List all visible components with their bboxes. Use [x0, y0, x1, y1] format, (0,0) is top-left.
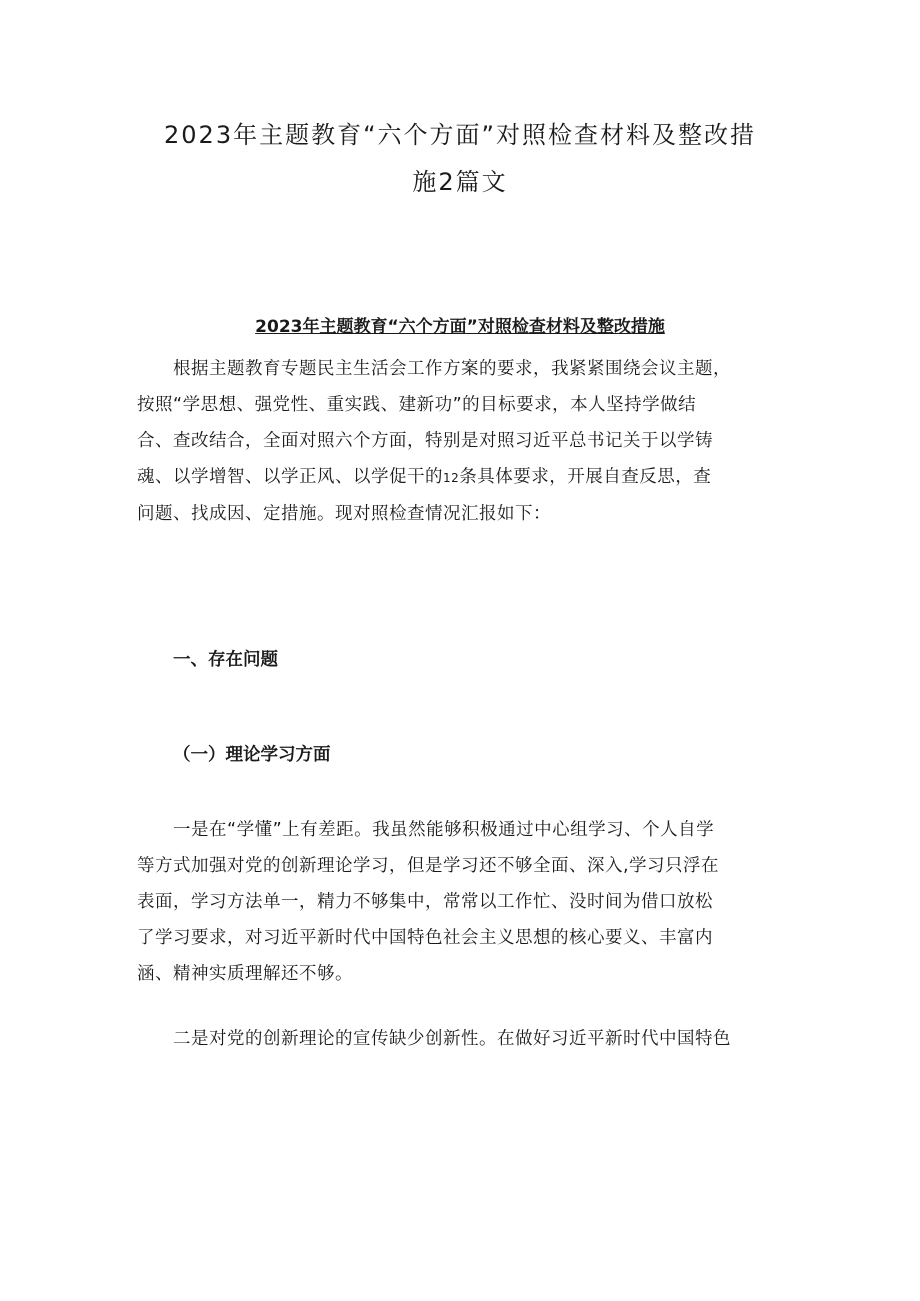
paragraph-line-part: 魂、以学增智、以学正风、以学促干的	[137, 467, 443, 487]
paragraph-line: 表面，学习方法单一，精力不够集中，常常以工作忙、没时间为借口放松	[137, 892, 713, 912]
paragraph-line: 涵、精神实质理解还不够。	[137, 964, 353, 984]
paragraph-line: 根据主题教育专题民主生活会工作方案的要求，我紧紧围绕会议主题，	[173, 359, 731, 379]
paragraph-line: 问题、找成因、定措施。现对照检查情况汇报如下：	[137, 504, 551, 524]
section-heading: 一、存在问题	[173, 650, 278, 670]
paragraph-line-number: 12	[443, 471, 460, 485]
document-title-line-1: 2023年主题教育“六个方面”对照检查材料及整改措	[164, 121, 756, 149]
subsection-heading: （一）理论学习方面	[173, 745, 331, 765]
paragraph-line	[137, 459, 797, 496]
section-title: 2023年主题教育“六个方面”对照检查材料及整改措施	[255, 317, 665, 337]
paragraph-line: 按照“学思想、强党性、重实践、建新功”的目标要求，本人坚持学做结	[137, 395, 697, 415]
item-paragraph-1	[137, 812, 797, 992]
intro-paragraph	[137, 351, 797, 532]
paragraph-line: 一是在“学懂”上有差距。我虽然能够积极通过中心组学习、个人自学	[173, 820, 715, 840]
paragraph-line: 合、查改结合，全面对照六个方面，特别是对照习近平总书记关于以学铸	[137, 431, 713, 451]
item-paragraph-2	[137, 1021, 797, 1057]
document-title-line-2: 施2篇文	[412, 168, 508, 196]
paragraph-line: 了学习要求，对习近平新时代中国特色社会主义思想的核心要义、丰富内	[137, 928, 713, 948]
paragraph-line: 二是对党的创新理论的宣传缺少创新性。在做好习近平新时代中国特色	[173, 1029, 731, 1049]
paragraph-line-part: 条具体要求，开展自查反思，查	[459, 467, 712, 487]
paragraph-line: 等方式加强对党的创新理论学习，但是学习还不够全面、深入,学习只浮在	[137, 856, 720, 876]
